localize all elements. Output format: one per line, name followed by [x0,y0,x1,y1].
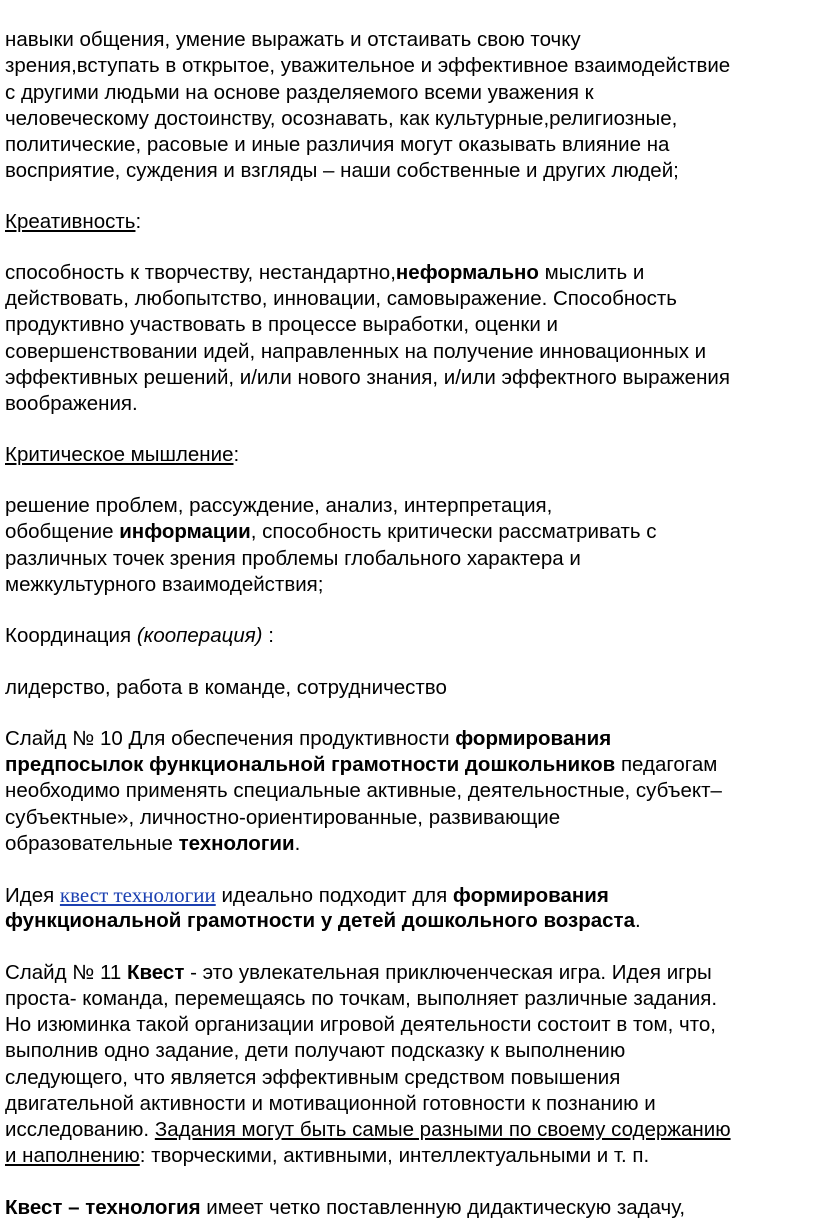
text: эффективных решений, и/или нового знания, и/или эффектного выражения [5,366,730,389]
text-line [5,778,722,804]
bold-text: предпосылок функциональной грамотности дошкольников [5,753,616,776]
text-line [5,260,644,286]
text: человеческому достоинству, осознавать, как культурные,религиозные, [5,107,678,130]
text: политические, расовые и иные различия могут оказывать влияние на [5,133,670,156]
text-line [5,365,730,391]
text: следующего, что является эффективным средством повышения [5,1066,621,1089]
bold-text: технологии [178,832,295,855]
text-line [5,752,717,778]
text-line [5,286,677,312]
underlined-text: Задания могут быть самые разными по своему содержанию [154,1118,731,1141]
text-line [5,726,611,752]
text: исследованию. [5,1118,155,1141]
section-heading-creativity [5,209,141,235]
text: воображения. [5,392,138,415]
text-line [5,27,581,53]
text: : творческими, активными, интеллектуальными и т. п. [139,1144,650,1167]
text-line [5,53,730,79]
section-heading-critical-thinking [5,442,239,468]
text: . [294,832,301,855]
text-line [5,908,641,934]
text-line [5,493,552,519]
text: Идея [5,884,60,907]
text: мыслить и [538,261,645,284]
text-line [5,1117,731,1143]
heading-text: Координация [5,624,137,647]
text-line [5,1012,716,1038]
heading-suffix: : [135,210,142,233]
text: имеет четко поставленную дидактическую задачу, [200,1196,686,1219]
text-line [5,132,669,158]
text: . [635,909,641,932]
text-line [5,546,581,572]
bold-text: функциональной грамотности у детей дошкольного возраста [5,909,635,932]
text-line [5,572,323,598]
text-line [5,1038,625,1064]
text: идеально подходит для [215,884,453,907]
text: навыки общения, умение выражать и отстаивать свою точку [5,28,581,51]
text: субъектные», личностно-ориентированные, развивающие [5,806,561,829]
text: способность к творчеству, нестандартно, [5,261,396,284]
text: совершенствовании идей, направленных на получение инновационных и [5,340,707,363]
text-line [5,391,138,417]
text-line [5,80,594,106]
bold-text: информации [119,520,251,543]
text: восприятие, суждения и взгляды – наши собственные и других людей; [5,159,679,182]
text-line [5,1195,685,1221]
text-line [5,882,609,909]
text-line [5,158,679,184]
text-line [5,986,717,1012]
text: обобщение [5,520,120,543]
text: Слайд № 10 Для обеспечения продуктивности [5,727,456,750]
text: - это увлекательная приключенческая игра. Идея игры [184,961,712,984]
section-heading-coordination [5,623,274,649]
quest-technology-link[interactable]: квест технологии [59,883,216,907]
text-line [5,339,706,365]
text: зрения,вступать в открытое, уважительное и эффективное взаимодействие [5,54,731,77]
text: образовательные [5,832,179,855]
heading-text: Креативность [5,210,136,233]
text-line [5,831,300,857]
text: с другими людьми на основе разделяемого всеми уважения к [5,81,594,104]
text: необходимо применять специальные активные, деятельностные, субъект– [5,779,722,802]
text: действовать, любопытство, инновации, самовыражение. Способность [5,287,677,310]
text-line [5,1065,620,1091]
text-line [5,106,677,132]
text: межкультурного взаимодействия; [5,573,324,596]
text: Слайд № 11 [5,961,127,984]
text-line [5,519,657,545]
text: Но изюминка такой организации игровой деятельности состоит в том, что, [5,1013,716,1036]
underlined-text: и наполнению [5,1144,140,1167]
heading-suffix: : [233,443,240,466]
bold-text: Квест [126,961,185,984]
text: продуктивно участвовать в процессе выработки, оценки и [5,313,558,336]
text: , способность критически рассматривать с [250,520,657,543]
text-line [5,675,447,701]
heading-suffix: : [262,624,274,647]
bold-text: Квест – технология [5,1196,201,1219]
text: выполнив одно задание, дети получают подсказку к выполнению [5,1039,626,1062]
text: лидерство, работа в команде, сотрудничество [5,676,447,699]
text: решение проблем, рассуждение, анализ, интерпретация, [5,494,553,517]
text-line [5,312,558,338]
text: педагогам [615,753,718,776]
text-line [5,960,712,986]
text-line [5,1143,649,1169]
text: проста- команда, перемещаясь по точкам, выполняет различные задания. [5,987,718,1010]
bold-text: формирования [452,884,609,907]
heading-text: Критическое мышление [5,443,234,466]
bold-text: формирования [455,727,612,750]
italic-text: (кооперация) [136,624,263,647]
text-line [5,1091,656,1117]
bold-text: неформально [395,261,539,284]
text-line [5,805,560,831]
text: двигательной активности и мотивационной готовности к познанию и [5,1092,656,1115]
text: различных точек зрения проблемы глобального характера и [5,547,581,570]
